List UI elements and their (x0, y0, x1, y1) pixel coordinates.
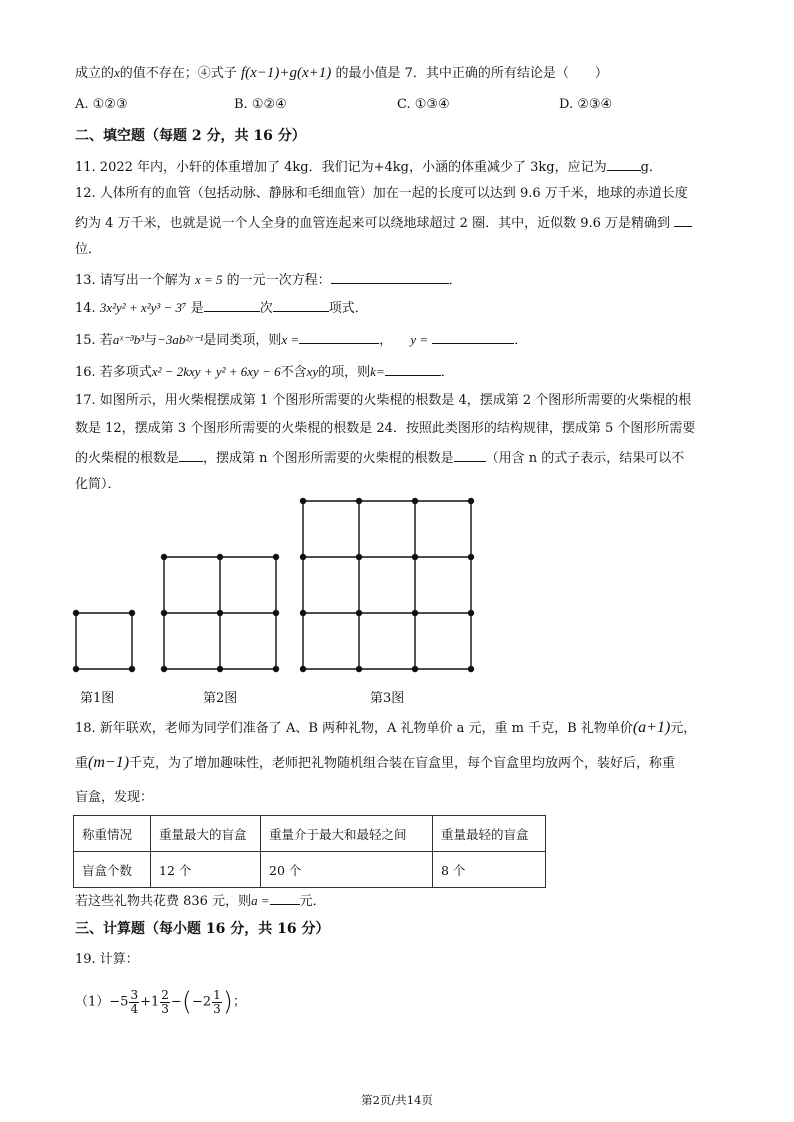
q19-m2-den: 3 (161, 1001, 169, 1016)
matchstick-joint-dot (273, 666, 279, 672)
q10-option-c: C. ①③④ (397, 97, 450, 112)
table-cell: 重量最轻的盲盒 (433, 816, 546, 852)
q17-line1: 17. 如图所示，用火柴棍摆成第 1 个图形所需要的火柴棍的根数是 4，摆成第 2 个图形所需要的火柴棍的根 (75, 393, 692, 408)
q16-line (75, 362, 454, 382)
q12-line3: 位． (75, 242, 102, 257)
q19-fraction-2 (160, 989, 170, 1016)
q13-condition: x = 5 (194, 272, 223, 287)
weight-table (73, 815, 546, 888)
q17-blank-nth[interactable] (454, 448, 486, 462)
matchstick-joint-dot (468, 498, 474, 504)
q19-m2-num: 2 (161, 987, 169, 1002)
q17-line3 (75, 448, 684, 468)
q19-fraction-1 (129, 989, 139, 1016)
q18-after-text: 若这些礼物共花费 836 元，则 (75, 894, 252, 909)
q13-suffix: 的一元一次方程： (226, 273, 331, 288)
q19-m1-den: 4 (130, 1001, 139, 1016)
q12-text: 约为 4 万千米，也就是说一个人全身的血管连起来可以绕地球超过 2 圈．其中，近似数 9.6 万是精确到 (75, 216, 671, 231)
q18-line3: 盲盒，发现： (75, 790, 154, 805)
section2-title: 二、填空题（每题 2 分，共 16 分） (75, 128, 306, 144)
q10-option-b: B. ①②④ (234, 97, 287, 112)
matchstick-joint-dot (73, 666, 79, 672)
matchstick-joint-dot (468, 554, 474, 560)
section3-title: 三、计算题（每小题 16 分，共 16 分） (75, 921, 330, 937)
q13-end: ． (448, 273, 462, 288)
matchstick-joint-dot (161, 610, 167, 616)
q15-line: 15. 若aˣ⁻³b³与−3ab²ʸ⁻¹是同类项，则x = ， y = ． (75, 332, 528, 348)
figure-label-3: 第3图 (370, 691, 405, 706)
table-header-row (74, 816, 546, 852)
q19-left-paren: ( (181, 987, 192, 1017)
matchstick-grid-group (73, 498, 474, 672)
table-cell: 盲盒个数 (74, 852, 151, 888)
q18-blank[interactable] (270, 891, 300, 905)
q10-var-x: x (114, 65, 120, 80)
matchstick-joint-dot (217, 610, 223, 616)
figure-label-1: 第1图 (80, 691, 115, 706)
q16-mid: 不含 (280, 365, 307, 380)
q18-line1 (75, 719, 696, 738)
q19-m3-num: 1 (213, 987, 221, 1002)
q10-text-b: 的值不存在；④式子 (119, 66, 237, 81)
q15-cond: 是同类项，则 (203, 333, 282, 348)
table-cell: 8 个 (433, 852, 546, 888)
q15-blank-y[interactable] (432, 330, 514, 344)
q18-after-end: 元． (299, 894, 326, 909)
matchstick-joint-dot (300, 498, 306, 504)
q14-prefix: 14. (75, 301, 96, 316)
matchstick-joint-dot (412, 498, 418, 504)
q19-op1: +1 (140, 994, 160, 1010)
q18-text-b: 元， (670, 721, 697, 736)
q17-line4: 化简）． (75, 477, 121, 492)
q18-text-d: 千克，为了增加趣味性，老师把礼物随机组合装在盲盒里，每个盲盒里均放两个，装好后，称重 (129, 756, 676, 771)
matchstick-joint-dot (412, 610, 418, 616)
q13-blank[interactable] (331, 270, 449, 284)
q16-expression: x² − 2kxy + y² + 6xy − 6 (151, 364, 281, 379)
q14-end: 项式． (328, 301, 368, 316)
matchstick-joint-dot (273, 554, 279, 560)
matchstick-joint-dot (300, 554, 306, 560)
matchstick-joint-dot (412, 554, 418, 560)
matchstick-joint-dot (356, 498, 362, 504)
q12-line1: 12. 人体所有的血管（包括动脉、静脉和毛细血管）加在一起的长度可以达到 9.6 万千米，地球的赤道长度 (75, 186, 688, 201)
page-footer: 第2页/共14页 (361, 1093, 433, 1107)
matchstick-joint-dot (300, 666, 306, 672)
matchstick-joint-dot (356, 666, 362, 672)
q16-end: ． (440, 365, 454, 380)
q14-is: 是 (190, 301, 204, 316)
table-cell: 称重情况 (74, 816, 151, 852)
q10-expression: f(x−1)+g(x+1) (240, 65, 332, 81)
q16-k-label: k= (370, 364, 385, 379)
matchstick-joint-dot (217, 554, 223, 560)
q17-line2: 数是 12，摆成第 3 个图形所需要的火柴棍的根数是 24．按照此类图形的结构规律，摆成第 5 个图形所需要 (75, 421, 696, 436)
q13-prefix: 13. 请写出一个解为 (75, 273, 191, 288)
q17-text-a: 的火柴棍的根数是 (75, 451, 180, 466)
q18-text-c: 重 (75, 756, 89, 771)
q15-x-label: x = (281, 332, 300, 347)
matchstick-joint-dot (161, 554, 167, 560)
q19-part-label: （1） (75, 994, 110, 1010)
matchstick-joint-dot (300, 610, 306, 616)
q18-weight-b: (m−1) (88, 754, 130, 771)
q10-option-a: A. ①②③ (75, 97, 128, 112)
q15-blank-x[interactable] (299, 330, 379, 344)
q19-m1-whole: −5 (109, 994, 129, 1010)
q11-line (75, 157, 662, 177)
matchstick-joint-dot (412, 666, 418, 672)
table-cell: 20 个 (261, 852, 433, 888)
q15-y-label: y = (410, 332, 429, 347)
q16-mid2: 的项，则 (318, 365, 371, 380)
matchstick-joint-dot (468, 666, 474, 672)
q19-right-paren: ) (222, 987, 233, 1017)
q19-end: ； (232, 994, 246, 1010)
q18-text-a: 18. 新年联欢，老师为同学们准备了 A、B 两种礼物，A 礼物单价 a 元，重 m 千克，B 礼物单价 (75, 721, 633, 736)
q15-mid: 与 (144, 333, 158, 348)
q14-expression: 3x²y² + x²y³ − 3⁷ (99, 300, 187, 315)
q14-ci: 次 (259, 301, 273, 316)
matchstick-joint-dot (468, 610, 474, 616)
matchstick-joint-dot (129, 666, 135, 672)
q15-term1: aˣ⁻³b³ (112, 332, 145, 347)
q12-blank[interactable] (674, 213, 692, 227)
q10-text-c: 的最小值是 7．其中正确的所有结论是（ ） (335, 66, 608, 81)
q19-fraction-3 (212, 989, 222, 1016)
table-cell: 重量介于最大和最轻之间 (261, 816, 433, 852)
q11-tail: g． (640, 160, 662, 175)
q10-option-d: D. ②③④ (559, 97, 613, 112)
table-cell: 12 个 (151, 852, 261, 888)
matchstick-joint-dot (129, 610, 135, 616)
q16-xy: xy (306, 364, 319, 379)
q17-text-b: ，摆成第 n 个图形所需要的火柴棍的根数是 (203, 451, 454, 466)
matchstick-joint-dot (161, 666, 167, 672)
q17-blank-fifth[interactable] (179, 448, 203, 462)
q11-text: 11. 2022 年内，小轩的体重增加了 4kg．我们记为+4kg，小涵的体重减少了 3kg，应记为 (75, 160, 607, 175)
table-row (74, 852, 546, 888)
q19-title: 19. 计算： (75, 952, 139, 967)
q19-part1 (75, 982, 246, 1024)
table-cell: 重量最大的盲盒 (151, 816, 261, 852)
q16-prefix: 16. 若多项式 (75, 365, 152, 380)
q16-blank[interactable] (385, 362, 441, 376)
q15-end: ． (514, 333, 528, 348)
figure-label-2: 第2图 (203, 691, 238, 706)
matchstick-joint-dot (73, 610, 79, 616)
q19-m3-den: 3 (213, 1001, 221, 1016)
q14-blank-terms[interactable] (273, 298, 329, 312)
q13-line (75, 270, 462, 290)
q19-m3-whole: −2 (191, 994, 212, 1010)
matchstick-figures (0, 490, 794, 680)
q17-text-c: （用含 n 的式子表示，结果可以不 (485, 451, 685, 466)
q14-blank-degree[interactable] (204, 298, 260, 312)
q11-blank[interactable] (607, 157, 641, 171)
q10-text-a: 成立的 (75, 66, 115, 81)
q18-line2 (75, 754, 675, 773)
q15-term2: −3ab²ʸ⁻¹ (157, 332, 204, 347)
matchstick-joint-dot (217, 666, 223, 672)
q10-tail-line (75, 64, 608, 83)
q18-price-b: (a+1) (632, 719, 671, 736)
matchstick-joint-dot (356, 610, 362, 616)
q18-a-label: a = (251, 893, 270, 908)
q15-prefix: 15. 若 (75, 333, 113, 348)
q14-line (75, 298, 368, 318)
q18-after-line (75, 891, 326, 911)
q19-op2: − (170, 994, 182, 1010)
q19-m1-num: 3 (130, 987, 139, 1002)
q12-line2 (75, 213, 692, 233)
matchstick-joint-dot (273, 610, 279, 616)
matchstick-joint-dot (356, 554, 362, 560)
